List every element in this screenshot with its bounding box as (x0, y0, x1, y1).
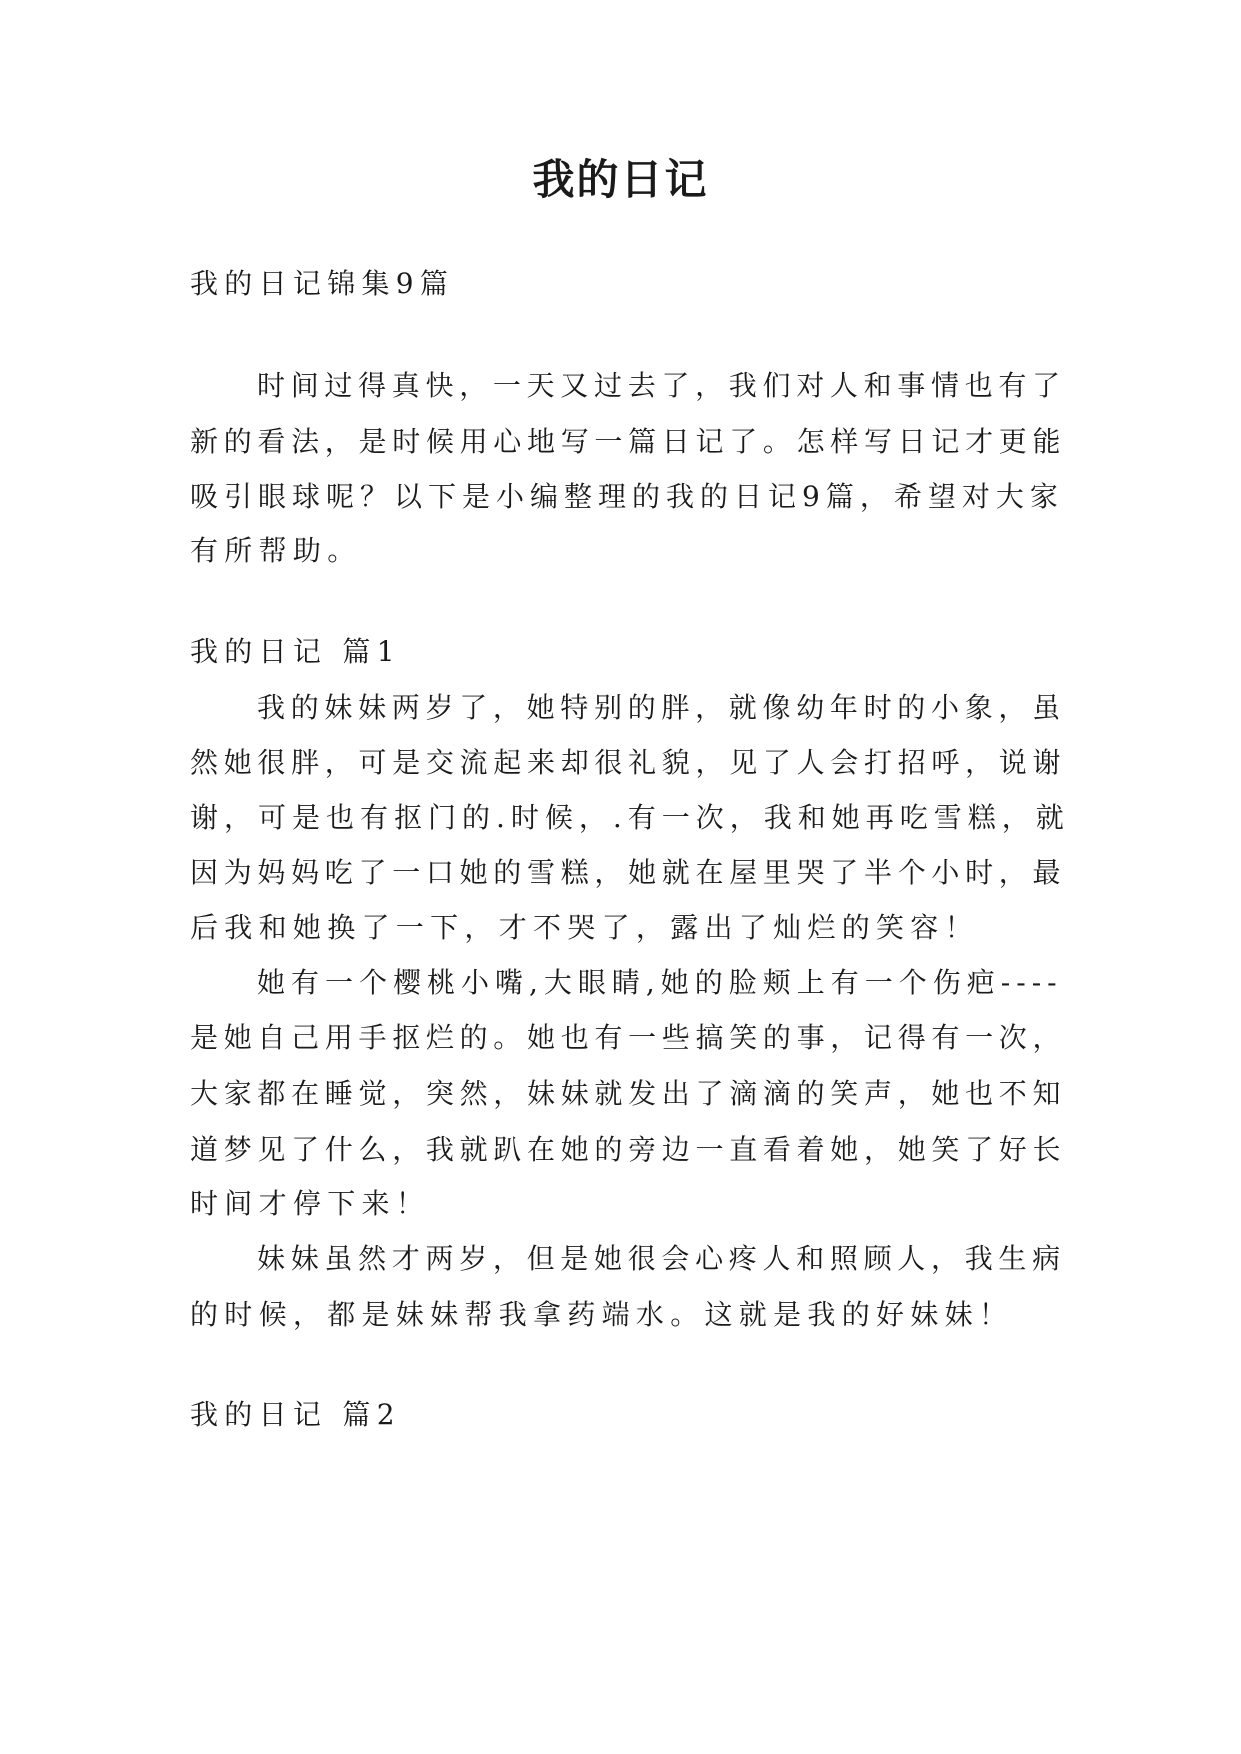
paragraph-line: 大家都在睡觉，突然，妹妹就发出了滴滴的笑声，她也不知 (190, 1077, 1067, 1110)
paragraph-line: 时间才停下来！ (190, 1187, 431, 1220)
document-subtitle: 我的日记锦集9篇 (190, 267, 455, 300)
paragraph-line: 我的妹妹两岁了，她特别的胖，就像幼年时的小象，虽 (257, 691, 1066, 724)
paragraph-line: 因为妈妈吃了一口她的雪糕，她就在屋里哭了半个小时，最 (190, 856, 1067, 889)
intro-line: 有所帮助。 (190, 534, 362, 567)
paragraph-line: 妹妹虽然才两岁，但是她很会心疼人和照顾人，我生病 (257, 1242, 1066, 1275)
section-heading: 我的日记 篇1 (190, 635, 401, 668)
intro-line: 吸引眼球呢？以下是小编整理的我的日记9篇，希望对大家 (190, 480, 1064, 513)
paragraph-line: 她有一个樱桃小嘴,大眼睛,她的脸颊上有一个伤疤---- (257, 966, 1063, 999)
paragraph-line: 是她自己用手抠烂的。她也有一些搞笑的事，记得有一次， (190, 1021, 1067, 1054)
section-heading: 我的日记 篇2 (190, 1398, 401, 1431)
intro-line: 新的看法，是时候用心地写一篇日记了。怎样写日记才更能 (190, 425, 1067, 458)
paragraph-line: 谢，可是也有抠门的.时候，.有一次，我和她再吃雪糕，就 (190, 801, 1070, 834)
paragraph-line: 道梦见了什么，我就趴在她的旁边一直看着她，她笑了好长 (190, 1133, 1067, 1166)
paragraph-line: 然她很胖，可是交流起来却很礼貌，见了人会打招呼，说谢 (190, 746, 1067, 779)
document-title: 我的日记 (532, 155, 709, 204)
paragraph-line: 的时候，都是妹妹帮我拿药端水。这就是我的好妹妹！ (190, 1298, 1014, 1331)
paragraph-line: 后我和她换了一下，才不哭了，露出了灿烂的笑容！ (190, 911, 979, 944)
intro-line: 时间过得真快，一天又过去了，我们对人和事情也有了 (257, 369, 1066, 402)
